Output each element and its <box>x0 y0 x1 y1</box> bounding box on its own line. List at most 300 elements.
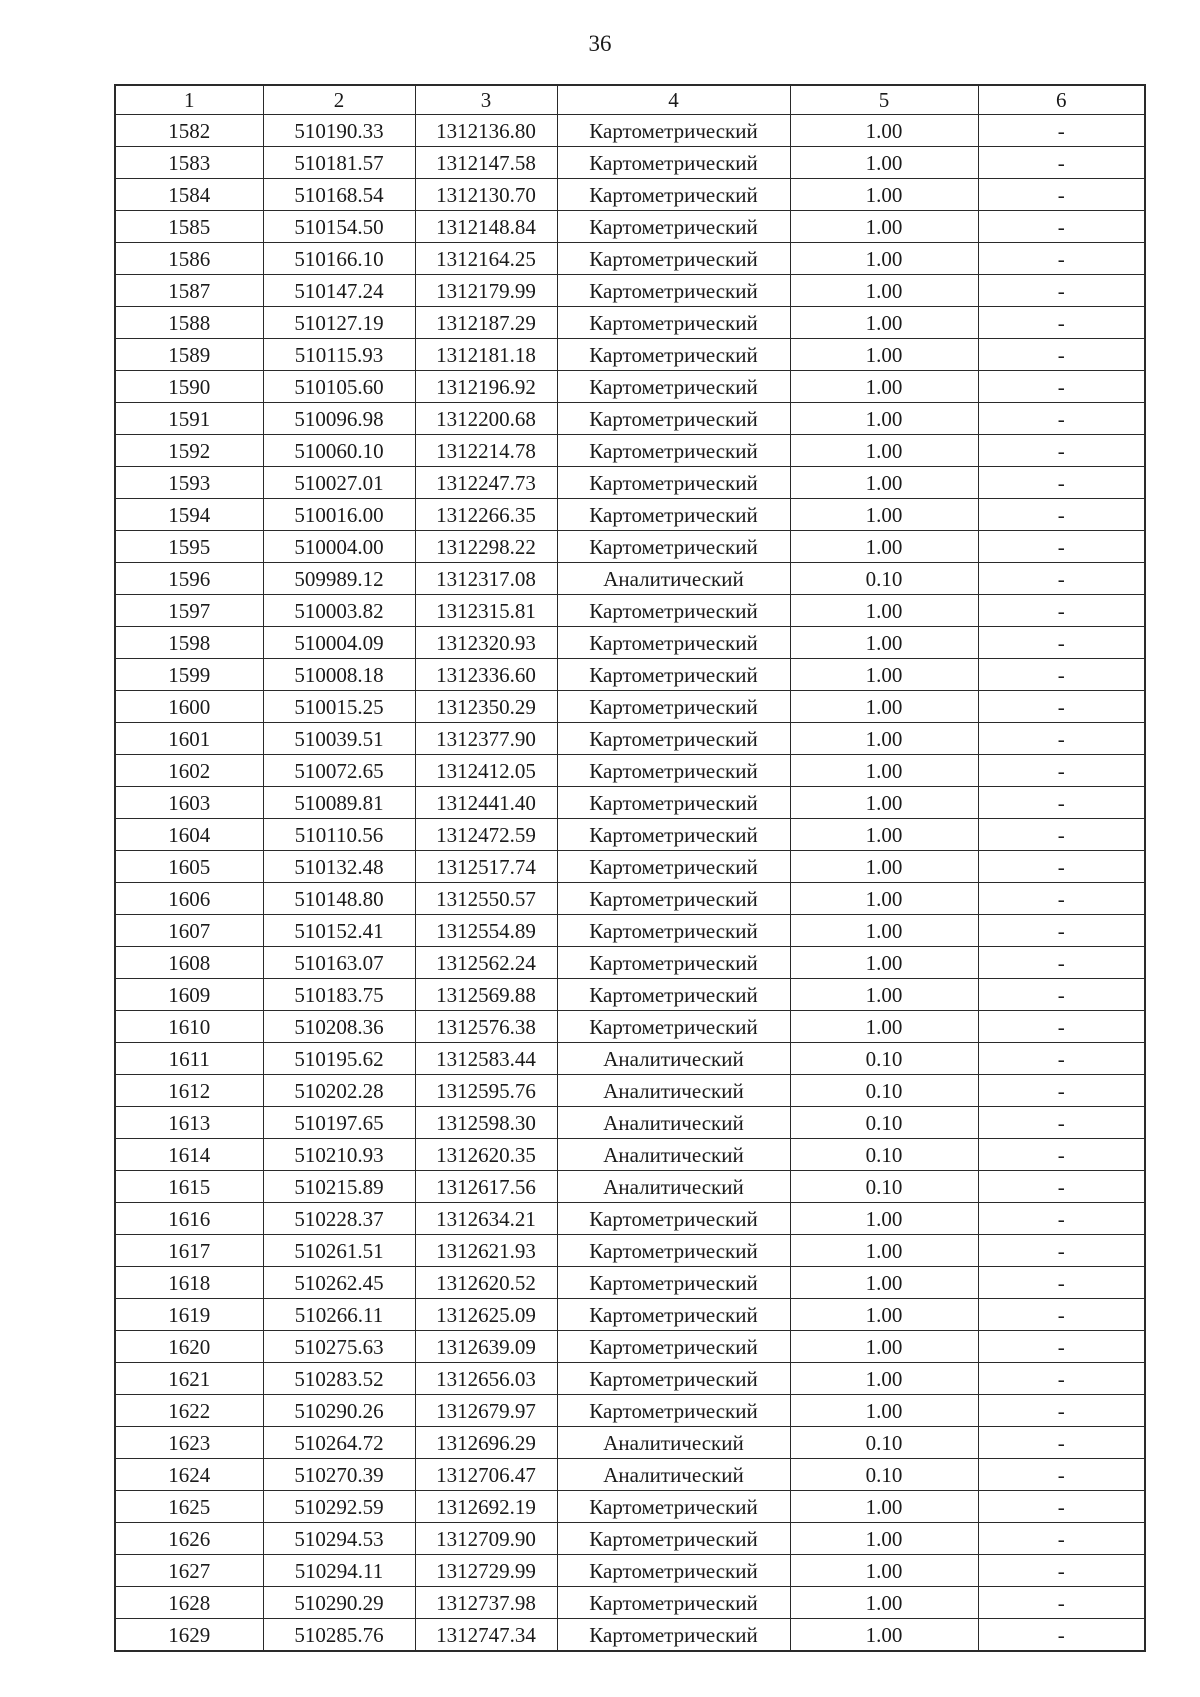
x-coordinate-cell: 510115.93 <box>263 339 415 371</box>
table-row <box>115 499 1145 531</box>
point-number-cell: 1600 <box>115 691 263 723</box>
point-number-cell: 1602 <box>115 755 263 787</box>
y-coordinate-cell: 1312179.99 <box>415 275 557 307</box>
point-number-cell: 1604 <box>115 819 263 851</box>
point-number-cell: 1608 <box>115 947 263 979</box>
point-number-cell: 1587 <box>115 275 263 307</box>
point-number-cell: 1622 <box>115 1395 263 1427</box>
method-cell: Картометрический <box>557 147 790 179</box>
accuracy-cell: 1.00 <box>790 467 978 499</box>
point-number-cell: 1618 <box>115 1267 263 1299</box>
description-cell: - <box>978 531 1145 563</box>
description-cell: - <box>978 179 1145 211</box>
description-cell: - <box>978 563 1145 595</box>
method-cell: Аналитический <box>557 1171 790 1203</box>
description-cell: - <box>978 1363 1145 1395</box>
description-cell: - <box>978 307 1145 339</box>
method-cell: Картометрический <box>557 1331 790 1363</box>
method-cell: Картометрический <box>557 1491 790 1523</box>
method-cell: Картометрический <box>557 275 790 307</box>
y-coordinate-cell: 1312147.58 <box>415 147 557 179</box>
method-cell: Картометрический <box>557 1203 790 1235</box>
x-coordinate-cell: 510008.18 <box>263 659 415 691</box>
accuracy-cell: 1.00 <box>790 1299 978 1331</box>
table-row <box>115 1203 1145 1235</box>
point-number-cell: 1611 <box>115 1043 263 1075</box>
description-cell: - <box>978 1267 1145 1299</box>
y-coordinate-cell: 1312620.35 <box>415 1139 557 1171</box>
table-row <box>115 1267 1145 1299</box>
table-row <box>115 243 1145 275</box>
accuracy-cell: 0.10 <box>790 1459 978 1491</box>
description-cell: - <box>978 755 1145 787</box>
accuracy-cell: 1.00 <box>790 435 978 467</box>
point-number-cell: 1585 <box>115 211 263 243</box>
point-number-cell: 1628 <box>115 1587 263 1619</box>
y-coordinate-cell: 1312554.89 <box>415 915 557 947</box>
table-row <box>115 979 1145 1011</box>
description-cell: - <box>978 211 1145 243</box>
table-row <box>115 1427 1145 1459</box>
description-cell: - <box>978 403 1145 435</box>
description-cell: - <box>978 339 1145 371</box>
method-cell: Картометрический <box>557 595 790 627</box>
point-number-cell: 1627 <box>115 1555 263 1587</box>
table-row <box>115 819 1145 851</box>
x-coordinate-cell: 510228.37 <box>263 1203 415 1235</box>
point-number-cell: 1595 <box>115 531 263 563</box>
x-coordinate-cell: 510202.28 <box>263 1075 415 1107</box>
y-coordinate-cell: 1312569.88 <box>415 979 557 1011</box>
x-coordinate-cell: 510262.45 <box>263 1267 415 1299</box>
description-cell: - <box>978 1395 1145 1427</box>
description-cell: - <box>978 883 1145 915</box>
x-coordinate-cell: 510060.10 <box>263 435 415 467</box>
x-coordinate-cell: 510154.50 <box>263 211 415 243</box>
accuracy-cell: 1.00 <box>790 115 978 147</box>
accuracy-cell: 1.00 <box>790 947 978 979</box>
accuracy-cell: 0.10 <box>790 1171 978 1203</box>
point-number-cell: 1610 <box>115 1011 263 1043</box>
y-coordinate-cell: 1312350.29 <box>415 691 557 723</box>
accuracy-cell: 1.00 <box>790 1491 978 1523</box>
description-cell: - <box>978 1203 1145 1235</box>
point-number-cell: 1619 <box>115 1299 263 1331</box>
description-cell: - <box>978 1235 1145 1267</box>
accuracy-cell: 1.00 <box>790 595 978 627</box>
description-cell: - <box>978 1587 1145 1619</box>
point-number-cell: 1588 <box>115 307 263 339</box>
y-coordinate-cell: 1312336.60 <box>415 659 557 691</box>
table-row <box>115 1363 1145 1395</box>
table-row <box>115 1555 1145 1587</box>
accuracy-cell: 1.00 <box>790 883 978 915</box>
method-cell: Картометрический <box>557 1011 790 1043</box>
description-cell: - <box>978 371 1145 403</box>
point-number-cell: 1609 <box>115 979 263 1011</box>
description-cell: - <box>978 915 1145 947</box>
x-coordinate-cell: 510183.75 <box>263 979 415 1011</box>
description-cell: - <box>978 1299 1145 1331</box>
table-row <box>115 627 1145 659</box>
accuracy-cell: 1.00 <box>790 787 978 819</box>
table-row <box>115 339 1145 371</box>
x-coordinate-cell: 510266.11 <box>263 1299 415 1331</box>
y-coordinate-cell: 1312320.93 <box>415 627 557 659</box>
y-coordinate-cell: 1312377.90 <box>415 723 557 755</box>
description-cell: - <box>978 435 1145 467</box>
table-row <box>115 1043 1145 1075</box>
y-coordinate-cell: 1312709.90 <box>415 1523 557 1555</box>
accuracy-cell: 1.00 <box>790 243 978 275</box>
point-number-cell: 1612 <box>115 1075 263 1107</box>
point-number-cell: 1606 <box>115 883 263 915</box>
method-cell: Картометрический <box>557 371 790 403</box>
table-row <box>115 307 1145 339</box>
point-number-cell: 1615 <box>115 1171 263 1203</box>
point-number-cell: 1607 <box>115 915 263 947</box>
table-row <box>115 403 1145 435</box>
method-cell: Картометрический <box>557 947 790 979</box>
method-cell: Картометрический <box>557 115 790 147</box>
accuracy-cell: 1.00 <box>790 307 978 339</box>
method-cell: Аналитический <box>557 1459 790 1491</box>
point-number-cell: 1594 <box>115 499 263 531</box>
x-coordinate-cell: 510110.56 <box>263 819 415 851</box>
description-cell: - <box>978 691 1145 723</box>
table-row <box>115 1171 1145 1203</box>
x-coordinate-cell: 510147.24 <box>263 275 415 307</box>
method-cell: Картометрический <box>557 627 790 659</box>
accuracy-cell: 1.00 <box>790 1619 978 1652</box>
accuracy-cell: 1.00 <box>790 499 978 531</box>
table-row <box>115 723 1145 755</box>
method-cell: Картометрический <box>557 915 790 947</box>
description-cell: - <box>978 659 1145 691</box>
accuracy-cell: 0.10 <box>790 563 978 595</box>
y-coordinate-cell: 1312737.98 <box>415 1587 557 1619</box>
method-cell: Картометрический <box>557 1523 790 1555</box>
point-number-cell: 1621 <box>115 1363 263 1395</box>
table-row <box>115 1491 1145 1523</box>
description-cell: - <box>978 595 1145 627</box>
y-coordinate-cell: 1312639.09 <box>415 1331 557 1363</box>
x-coordinate-cell: 510027.01 <box>263 467 415 499</box>
y-coordinate-cell: 1312247.73 <box>415 467 557 499</box>
column-header: 3 <box>415 85 557 115</box>
x-coordinate-cell: 510152.41 <box>263 915 415 947</box>
point-number-cell: 1584 <box>115 179 263 211</box>
accuracy-cell: 1.00 <box>790 531 978 563</box>
description-cell: - <box>978 1331 1145 1363</box>
table-row <box>115 915 1145 947</box>
accuracy-cell: 1.00 <box>790 755 978 787</box>
accuracy-cell: 1.00 <box>790 1395 978 1427</box>
point-number-cell: 1591 <box>115 403 263 435</box>
x-coordinate-cell: 510275.63 <box>263 1331 415 1363</box>
point-number-cell: 1582 <box>115 115 263 147</box>
accuracy-cell: 1.00 <box>790 371 978 403</box>
y-coordinate-cell: 1312187.29 <box>415 307 557 339</box>
y-coordinate-cell: 1312441.40 <box>415 787 557 819</box>
accuracy-cell: 1.00 <box>790 691 978 723</box>
table-row <box>115 755 1145 787</box>
point-number-cell: 1603 <box>115 787 263 819</box>
y-coordinate-cell: 1312181.18 <box>415 339 557 371</box>
method-cell: Картометрический <box>557 787 790 819</box>
y-coordinate-cell: 1312634.21 <box>415 1203 557 1235</box>
description-cell: - <box>978 723 1145 755</box>
table-row <box>115 595 1145 627</box>
table-row <box>115 179 1145 211</box>
table-row <box>115 1587 1145 1619</box>
accuracy-cell: 1.00 <box>790 915 978 947</box>
table-row <box>115 1331 1145 1363</box>
accuracy-cell: 1.00 <box>790 819 978 851</box>
x-coordinate-cell: 510004.00 <box>263 531 415 563</box>
x-coordinate-cell: 510181.57 <box>263 147 415 179</box>
method-cell: Аналитический <box>557 1139 790 1171</box>
description-cell: - <box>978 1139 1145 1171</box>
method-cell: Картометрический <box>557 499 790 531</box>
x-coordinate-cell: 510072.65 <box>263 755 415 787</box>
accuracy-cell: 1.00 <box>790 979 978 1011</box>
point-number-cell: 1593 <box>115 467 263 499</box>
x-coordinate-cell: 510294.53 <box>263 1523 415 1555</box>
method-cell: Картометрический <box>557 819 790 851</box>
table-row <box>115 211 1145 243</box>
y-coordinate-cell: 1312412.05 <box>415 755 557 787</box>
y-coordinate-cell: 1312196.92 <box>415 371 557 403</box>
description-cell: - <box>978 1619 1145 1652</box>
x-coordinate-cell: 510290.29 <box>263 1587 415 1619</box>
table-row <box>115 851 1145 883</box>
table-row <box>115 563 1145 595</box>
x-coordinate-cell: 510208.36 <box>263 1011 415 1043</box>
accuracy-cell: 1.00 <box>790 275 978 307</box>
accuracy-cell: 1.00 <box>790 723 978 755</box>
table-body <box>115 115 1145 1652</box>
method-cell: Картометрический <box>557 883 790 915</box>
x-coordinate-cell: 510290.26 <box>263 1395 415 1427</box>
point-number-cell: 1599 <box>115 659 263 691</box>
y-coordinate-cell: 1312583.44 <box>415 1043 557 1075</box>
point-number-cell: 1592 <box>115 435 263 467</box>
column-header: 1 <box>115 85 263 115</box>
y-coordinate-cell: 1312130.70 <box>415 179 557 211</box>
y-coordinate-cell: 1312317.08 <box>415 563 557 595</box>
y-coordinate-cell: 1312298.22 <box>415 531 557 563</box>
x-coordinate-cell: 510197.65 <box>263 1107 415 1139</box>
x-coordinate-cell: 509989.12 <box>263 563 415 595</box>
point-number-cell: 1590 <box>115 371 263 403</box>
accuracy-cell: 1.00 <box>790 1523 978 1555</box>
table-row <box>115 435 1145 467</box>
point-number-cell: 1626 <box>115 1523 263 1555</box>
accuracy-cell: 1.00 <box>790 659 978 691</box>
accuracy-cell: 1.00 <box>790 403 978 435</box>
accuracy-cell: 1.00 <box>790 1235 978 1267</box>
accuracy-cell: 1.00 <box>790 339 978 371</box>
y-coordinate-cell: 1312656.03 <box>415 1363 557 1395</box>
method-cell: Картометрический <box>557 1587 790 1619</box>
y-coordinate-cell: 1312266.35 <box>415 499 557 531</box>
y-coordinate-cell: 1312148.84 <box>415 211 557 243</box>
point-number-cell: 1583 <box>115 147 263 179</box>
description-cell: - <box>978 979 1145 1011</box>
description-cell: - <box>978 787 1145 819</box>
accuracy-cell: 1.00 <box>790 147 978 179</box>
x-coordinate-cell: 510190.33 <box>263 115 415 147</box>
point-number-cell: 1589 <box>115 339 263 371</box>
method-cell: Картометрический <box>557 1299 790 1331</box>
y-coordinate-cell: 1312696.29 <box>415 1427 557 1459</box>
table-row <box>115 1235 1145 1267</box>
accuracy-cell: 1.00 <box>790 627 978 659</box>
y-coordinate-cell: 1312679.97 <box>415 1395 557 1427</box>
method-cell: Картометрический <box>557 723 790 755</box>
y-coordinate-cell: 1312692.19 <box>415 1491 557 1523</box>
table-row <box>115 147 1145 179</box>
y-coordinate-cell: 1312621.93 <box>415 1235 557 1267</box>
y-coordinate-cell: 1312472.59 <box>415 819 557 851</box>
point-number-cell: 1598 <box>115 627 263 659</box>
y-coordinate-cell: 1312598.30 <box>415 1107 557 1139</box>
method-cell: Аналитический <box>557 1427 790 1459</box>
x-coordinate-cell: 510166.10 <box>263 243 415 275</box>
table-row <box>115 1107 1145 1139</box>
x-coordinate-cell: 510270.39 <box>263 1459 415 1491</box>
x-coordinate-cell: 510096.98 <box>263 403 415 435</box>
description-cell: - <box>978 1523 1145 1555</box>
x-coordinate-cell: 510148.80 <box>263 883 415 915</box>
y-coordinate-cell: 1312136.80 <box>415 115 557 147</box>
description-cell: - <box>978 115 1145 147</box>
description-cell: - <box>978 243 1145 275</box>
description-cell: - <box>978 947 1145 979</box>
point-number-cell: 1616 <box>115 1203 263 1235</box>
table-row <box>115 691 1145 723</box>
accuracy-cell: 0.10 <box>790 1427 978 1459</box>
x-coordinate-cell: 510264.72 <box>263 1427 415 1459</box>
method-cell: Картометрический <box>557 659 790 691</box>
table-row <box>115 371 1145 403</box>
point-number-cell: 1617 <box>115 1235 263 1267</box>
table-row <box>115 1139 1145 1171</box>
x-coordinate-cell: 510003.82 <box>263 595 415 627</box>
table-row <box>115 1011 1145 1043</box>
description-cell: - <box>978 1555 1145 1587</box>
description-cell: - <box>978 627 1145 659</box>
method-cell: Картометрический <box>557 467 790 499</box>
table-row <box>115 1619 1145 1652</box>
y-coordinate-cell: 1312315.81 <box>415 595 557 627</box>
description-cell: - <box>978 1107 1145 1139</box>
y-coordinate-cell: 1312576.38 <box>415 1011 557 1043</box>
y-coordinate-cell: 1312625.09 <box>415 1299 557 1331</box>
x-coordinate-cell: 510015.25 <box>263 691 415 723</box>
accuracy-cell: 0.10 <box>790 1075 978 1107</box>
x-coordinate-cell: 510089.81 <box>263 787 415 819</box>
table-row <box>115 947 1145 979</box>
accuracy-cell: 1.00 <box>790 179 978 211</box>
method-cell: Аналитический <box>557 1075 790 1107</box>
table-row <box>115 1523 1145 1555</box>
x-coordinate-cell: 510039.51 <box>263 723 415 755</box>
point-number-cell: 1601 <box>115 723 263 755</box>
description-cell: - <box>978 275 1145 307</box>
description-cell: - <box>978 467 1145 499</box>
y-coordinate-cell: 1312562.24 <box>415 947 557 979</box>
method-cell: Картометрический <box>557 1395 790 1427</box>
column-header: 2 <box>263 85 415 115</box>
method-cell: Картометрический <box>557 179 790 211</box>
method-cell: Картометрический <box>557 1555 790 1587</box>
y-coordinate-cell: 1312595.76 <box>415 1075 557 1107</box>
accuracy-cell: 1.00 <box>790 1331 978 1363</box>
description-cell: - <box>978 1043 1145 1075</box>
point-number-cell: 1586 <box>115 243 263 275</box>
table-row <box>115 1459 1145 1491</box>
method-cell: Картометрический <box>557 691 790 723</box>
table-row <box>115 787 1145 819</box>
x-coordinate-cell: 510004.09 <box>263 627 415 659</box>
x-coordinate-cell: 510283.52 <box>263 1363 415 1395</box>
method-cell: Картометрический <box>557 435 790 467</box>
method-cell: Картометрический <box>557 1267 790 1299</box>
y-coordinate-cell: 1312617.56 <box>415 1171 557 1203</box>
y-coordinate-cell: 1312550.57 <box>415 883 557 915</box>
method-cell: Картометрический <box>557 307 790 339</box>
accuracy-cell: 0.10 <box>790 1043 978 1075</box>
point-number-cell: 1620 <box>115 1331 263 1363</box>
x-coordinate-cell: 510168.54 <box>263 179 415 211</box>
y-coordinate-cell: 1312164.25 <box>415 243 557 275</box>
method-cell: Картометрический <box>557 1619 790 1652</box>
x-coordinate-cell: 510292.59 <box>263 1491 415 1523</box>
description-cell: - <box>978 851 1145 883</box>
y-coordinate-cell: 1312214.78 <box>415 435 557 467</box>
accuracy-cell: 1.00 <box>790 1011 978 1043</box>
method-cell: Картометрический <box>557 1363 790 1395</box>
x-coordinate-cell: 510132.48 <box>263 851 415 883</box>
accuracy-cell: 1.00 <box>790 1203 978 1235</box>
accuracy-cell: 1.00 <box>790 1587 978 1619</box>
method-cell: Аналитический <box>557 1043 790 1075</box>
method-cell: Картометрический <box>557 339 790 371</box>
method-cell: Картометрический <box>557 755 790 787</box>
x-coordinate-cell: 510105.60 <box>263 371 415 403</box>
table-row <box>115 275 1145 307</box>
table-row <box>115 659 1145 691</box>
point-number-cell: 1614 <box>115 1139 263 1171</box>
accuracy-cell: 1.00 <box>790 1267 978 1299</box>
point-number-cell: 1625 <box>115 1491 263 1523</box>
point-number-cell: 1613 <box>115 1107 263 1139</box>
y-coordinate-cell: 1312747.34 <box>415 1619 557 1652</box>
table-row <box>115 1075 1145 1107</box>
method-cell: Картометрический <box>557 211 790 243</box>
point-number-cell: 1596 <box>115 563 263 595</box>
description-cell: - <box>978 1459 1145 1491</box>
column-header: 4 <box>557 85 790 115</box>
table-row <box>115 531 1145 563</box>
method-cell: Картометрический <box>557 1235 790 1267</box>
y-coordinate-cell: 1312200.68 <box>415 403 557 435</box>
accuracy-cell: 0.10 <box>790 1139 978 1171</box>
description-cell: - <box>978 1011 1145 1043</box>
description-cell: - <box>978 819 1145 851</box>
